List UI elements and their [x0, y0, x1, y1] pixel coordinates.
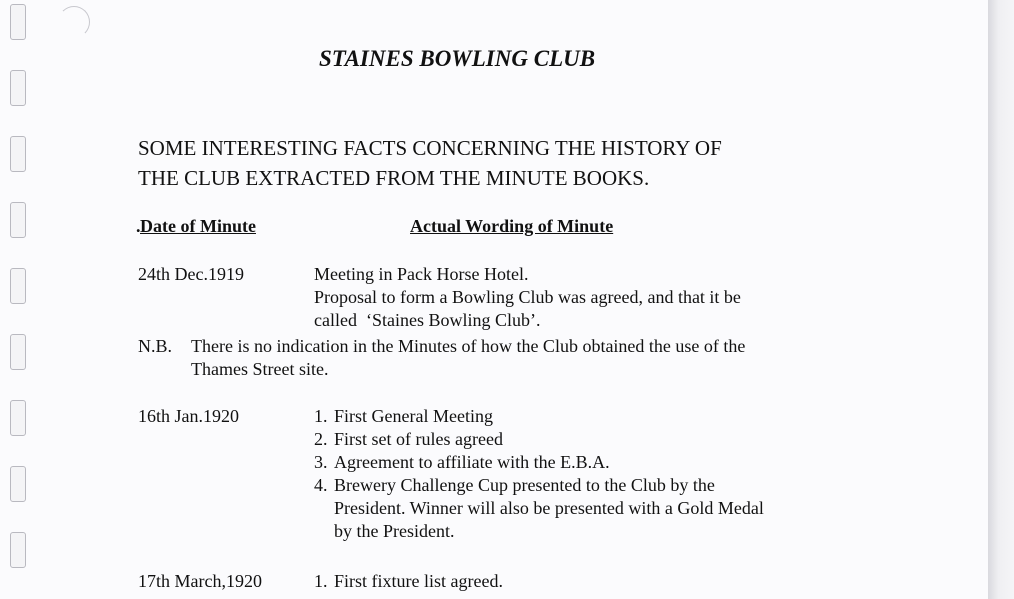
punch-hole: [10, 400, 26, 436]
entry-line: Proposal to form a Bowling Club was agreed, and that it be: [314, 287, 741, 307]
entry-date: 24th Dec.1919: [138, 264, 244, 284]
punch-hole: [10, 466, 26, 502]
stray-dot: .: [136, 216, 141, 236]
paper-edge: [988, 0, 1014, 599]
note-line: There is no indication in the Minutes of how the Club obtained the use of the: [191, 336, 746, 356]
punch-hole: [10, 136, 26, 172]
item-number: 3.: [314, 452, 328, 472]
entry-body: [314, 263, 741, 332]
punch-hole: [10, 334, 26, 370]
item-line: Agreement to affiliate with the E.B.A.: [334, 452, 610, 472]
heading-line: SOME INTERESTING FACTS CONCERNING THE HISTORY OF: [138, 136, 722, 160]
punch-hole: [10, 202, 26, 238]
item-line: by the President.: [334, 521, 455, 541]
item-line: First fixture list agreed.: [334, 571, 503, 591]
item-line: President. Winner will also be presented with a Gold Medal: [334, 498, 764, 518]
item-lines: [334, 474, 764, 543]
note-line: Thames Street site.: [191, 359, 329, 379]
item-number: 1.: [314, 571, 328, 591]
punch-hole: [10, 532, 26, 568]
column-header-date: [136, 216, 256, 237]
column-header-date-label: Date of Minute: [140, 216, 256, 236]
punch-hole: [10, 70, 26, 106]
note-body: [191, 335, 745, 381]
corner-mark: [58, 6, 90, 38]
heading-line: THE CLUB EXTRACTED FROM THE MINUTE BOOKS.: [138, 166, 650, 190]
punch-hole: [10, 268, 26, 304]
item-line: First set of rules agreed: [334, 429, 503, 449]
entry-date: 17th March,1920: [138, 571, 262, 591]
note-label: N.B.: [138, 336, 173, 356]
item-line: First General Meeting: [334, 406, 493, 426]
column-header-wording: Actual Wording of Minute: [410, 216, 614, 236]
item-number: 1.: [314, 406, 328, 426]
document-heading: [138, 133, 722, 193]
entry-date: 16th Jan.1920: [138, 406, 239, 426]
item-number: 2.: [314, 429, 328, 449]
entry-line: Meeting in Pack Horse Hotel.: [314, 264, 529, 284]
item-line: Brewery Challenge Cup presented to the Club by the: [334, 475, 715, 495]
club-title: STAINES BOWLING CLUB: [319, 46, 596, 71]
entry-line: called ‘Staines Bowling Club’.: [314, 310, 541, 330]
item-number: 4.: [314, 475, 328, 495]
punch-hole: [10, 4, 26, 40]
